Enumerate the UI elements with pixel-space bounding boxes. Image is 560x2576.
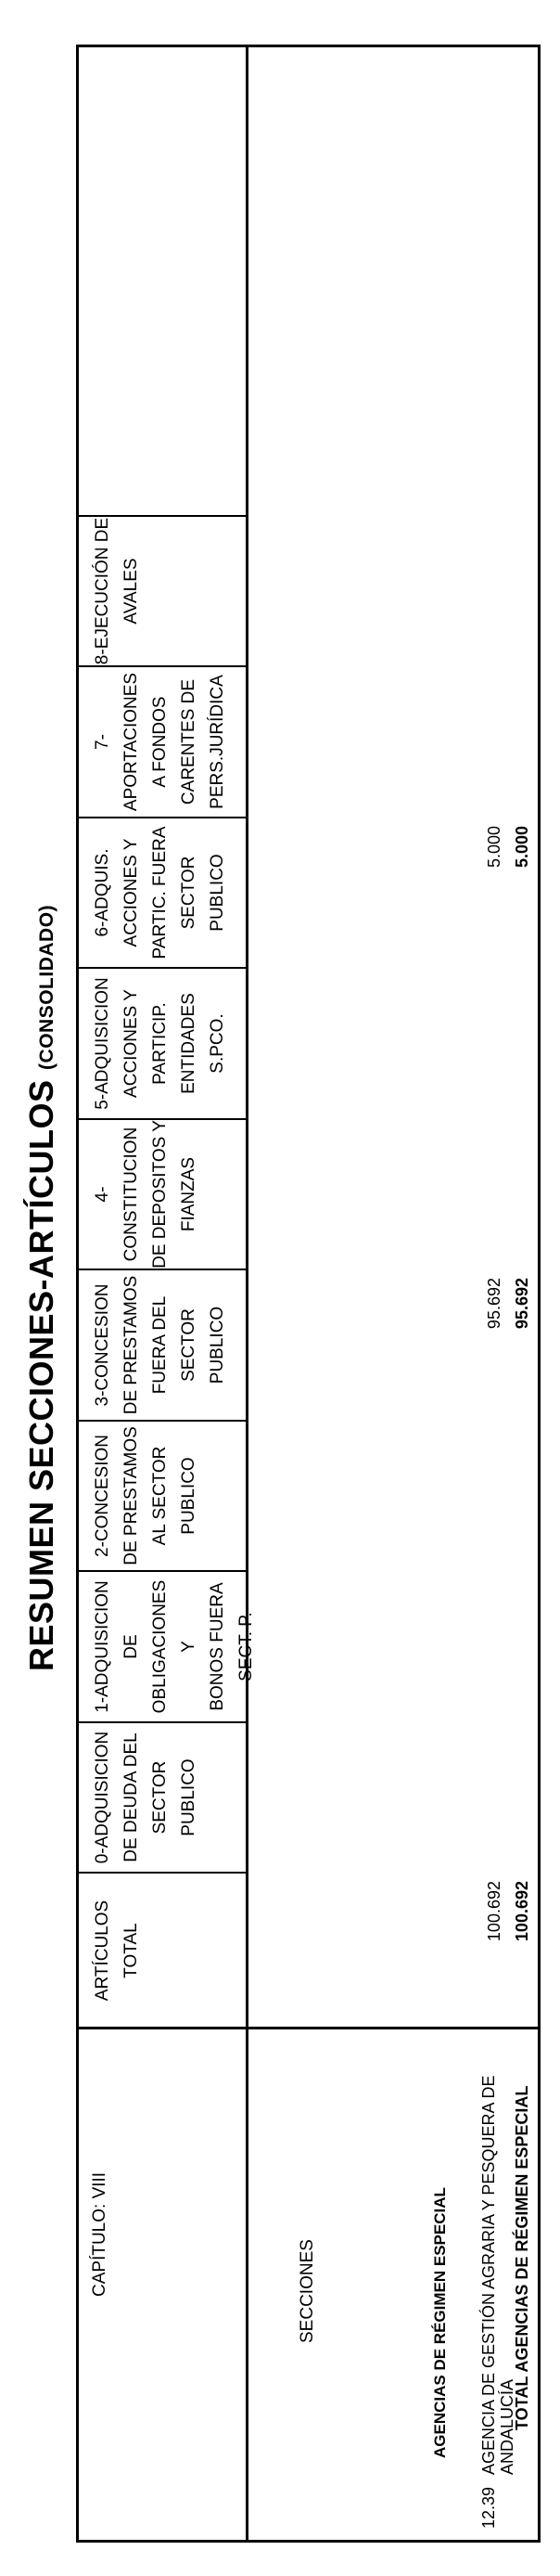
column-header-8: 8-EJECUCIÓN DE AVALES [93,517,141,665]
subtitle-text: (CONSOLIDADO) [36,904,57,1070]
total-value-col3: 95.692 [513,1278,531,1330]
chapter-label: CAPÍTULO: VIII [90,2171,109,2297]
column-header-5: 5-ADQUISICION ACCIONES Y PARTICIP. ENTIDADES S.PCO. [93,977,227,1110]
column-header-6: 6-ADQUIS. ACCIONES Y PARTIC. FUERA SECTOR PUBLICO [93,826,227,960]
total-row-label: TOTAL AGENCIAS DE RÉGIMEN ESPECIAL [513,2085,531,2430]
page-title [22,0,61,2576]
column-header-2: 2-CONCESION DE PRESTAMOS AL SECTOR PUBLICO [93,1426,198,1565]
section-name-line2: ANDALUCÍA [498,2378,516,2475]
column-header-1: 1-ADQUISICION DE OBLIGACIONES Y BONOS FUERA SECT. P. [93,1579,256,1714]
total-value-total: 100.692 [513,1881,531,1942]
column-header-3: 3-CONCESION DE PRESTAMOS FUERA DEL SECTOR PUBLICO [93,1275,227,1415]
section-code: 12.39 [479,2486,498,2529]
group-title: AGENCIAS DE RÉGIMEN ESPECIAL [431,2187,449,2458]
section-name [479,2076,516,2475]
column-header-0: 0-ADQUISICION DE DEUDA DEL SECTOR PUBLICO [93,1731,198,1864]
title-text: RESUMEN SECCIONES-ARTÍCULOS [22,1079,60,1672]
row-value-col3: 95.692 [485,1278,503,1330]
column-header-7: 7- APORTACIONES A FONDOS CARENTES DE PERS.JURÍDICA [93,672,227,812]
summary-table [76,45,541,2543]
section-name-line1: AGENCIA DE GESTIÓN AGRARIA Y PESQUERA DE [479,2075,498,2475]
total-value-col6: 5.000 [513,826,531,869]
row-value-col6: 5.000 [485,826,503,869]
column-header-4: 4-CONSTITUCION DE DEPOSITOS Y FIANZAS [93,1120,198,1269]
column-header-articulos-total: ARTÍCULOS TOTAL [93,1900,141,2002]
header-separator [246,47,248,2540]
row-value-total: 100.692 [485,1881,503,1942]
sections-label: SECCIONES [298,2239,317,2343]
